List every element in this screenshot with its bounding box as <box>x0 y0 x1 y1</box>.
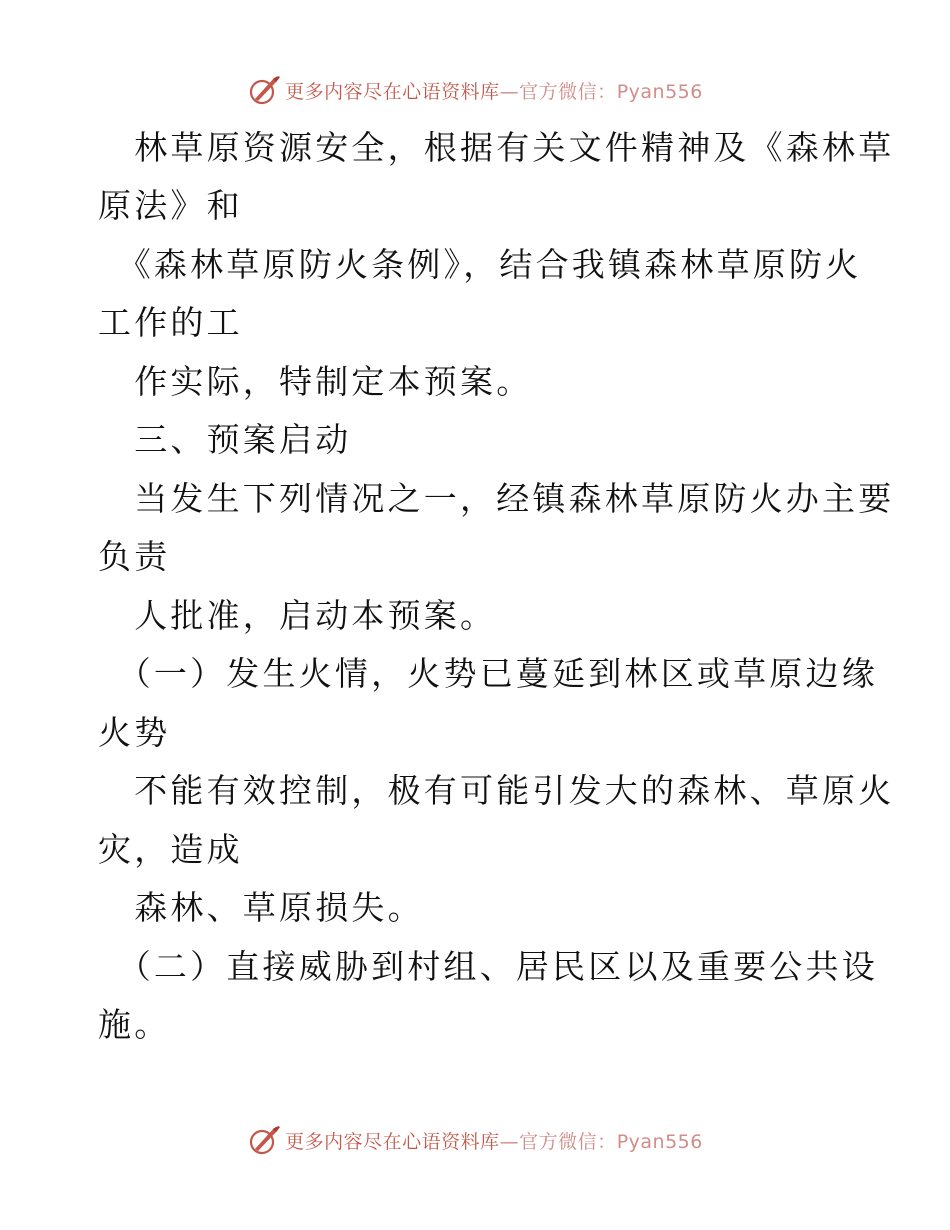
quill-logo-icon <box>247 1123 281 1157</box>
body-line: 负责 <box>98 537 171 576</box>
body-line: 火势 <box>98 713 171 752</box>
body-line: 工作的工 <box>98 303 243 342</box>
body-line: 不能有效控制，极有可能引发大的森林、草原火 <box>98 771 895 810</box>
body-line: 三、预案启动 <box>98 420 352 459</box>
body-line: 作实际，特制定本预案。 <box>98 362 533 401</box>
footer-watermark <box>0 1120 950 1160</box>
body-line: 《森林草原防火条例》，结合我镇森林草原防火 <box>98 245 862 284</box>
body-line: 人批准，启动本预案。 <box>98 596 497 635</box>
body-line: （二）直接威胁到村组、居民区以及重要公共设 <box>98 947 878 986</box>
body-line: 林草原资源安全，根据有关文件精神及《森林草 <box>98 128 895 167</box>
watermark-text: 更多内容尽在心语资料库—官方微信：Pyan556 <box>285 1130 703 1153</box>
quill-logo-icon <box>247 73 281 107</box>
body-line: 当发生下列情况之一，经镇森林草原防火办主要 <box>98 479 895 518</box>
body-line: （一）发生火情，火势已蔓延到林区或草原边缘 <box>98 654 878 693</box>
watermark-text: 更多内容尽在心语资料库—官方微信：Pyan556 <box>285 80 703 103</box>
header-watermark <box>0 70 950 110</box>
body-line: 森林、草原损失。 <box>98 888 424 927</box>
body-line: 灾，造成 <box>98 830 243 869</box>
body-line: 施。 <box>98 1005 171 1044</box>
body-line: 原法》和 <box>98 186 243 225</box>
